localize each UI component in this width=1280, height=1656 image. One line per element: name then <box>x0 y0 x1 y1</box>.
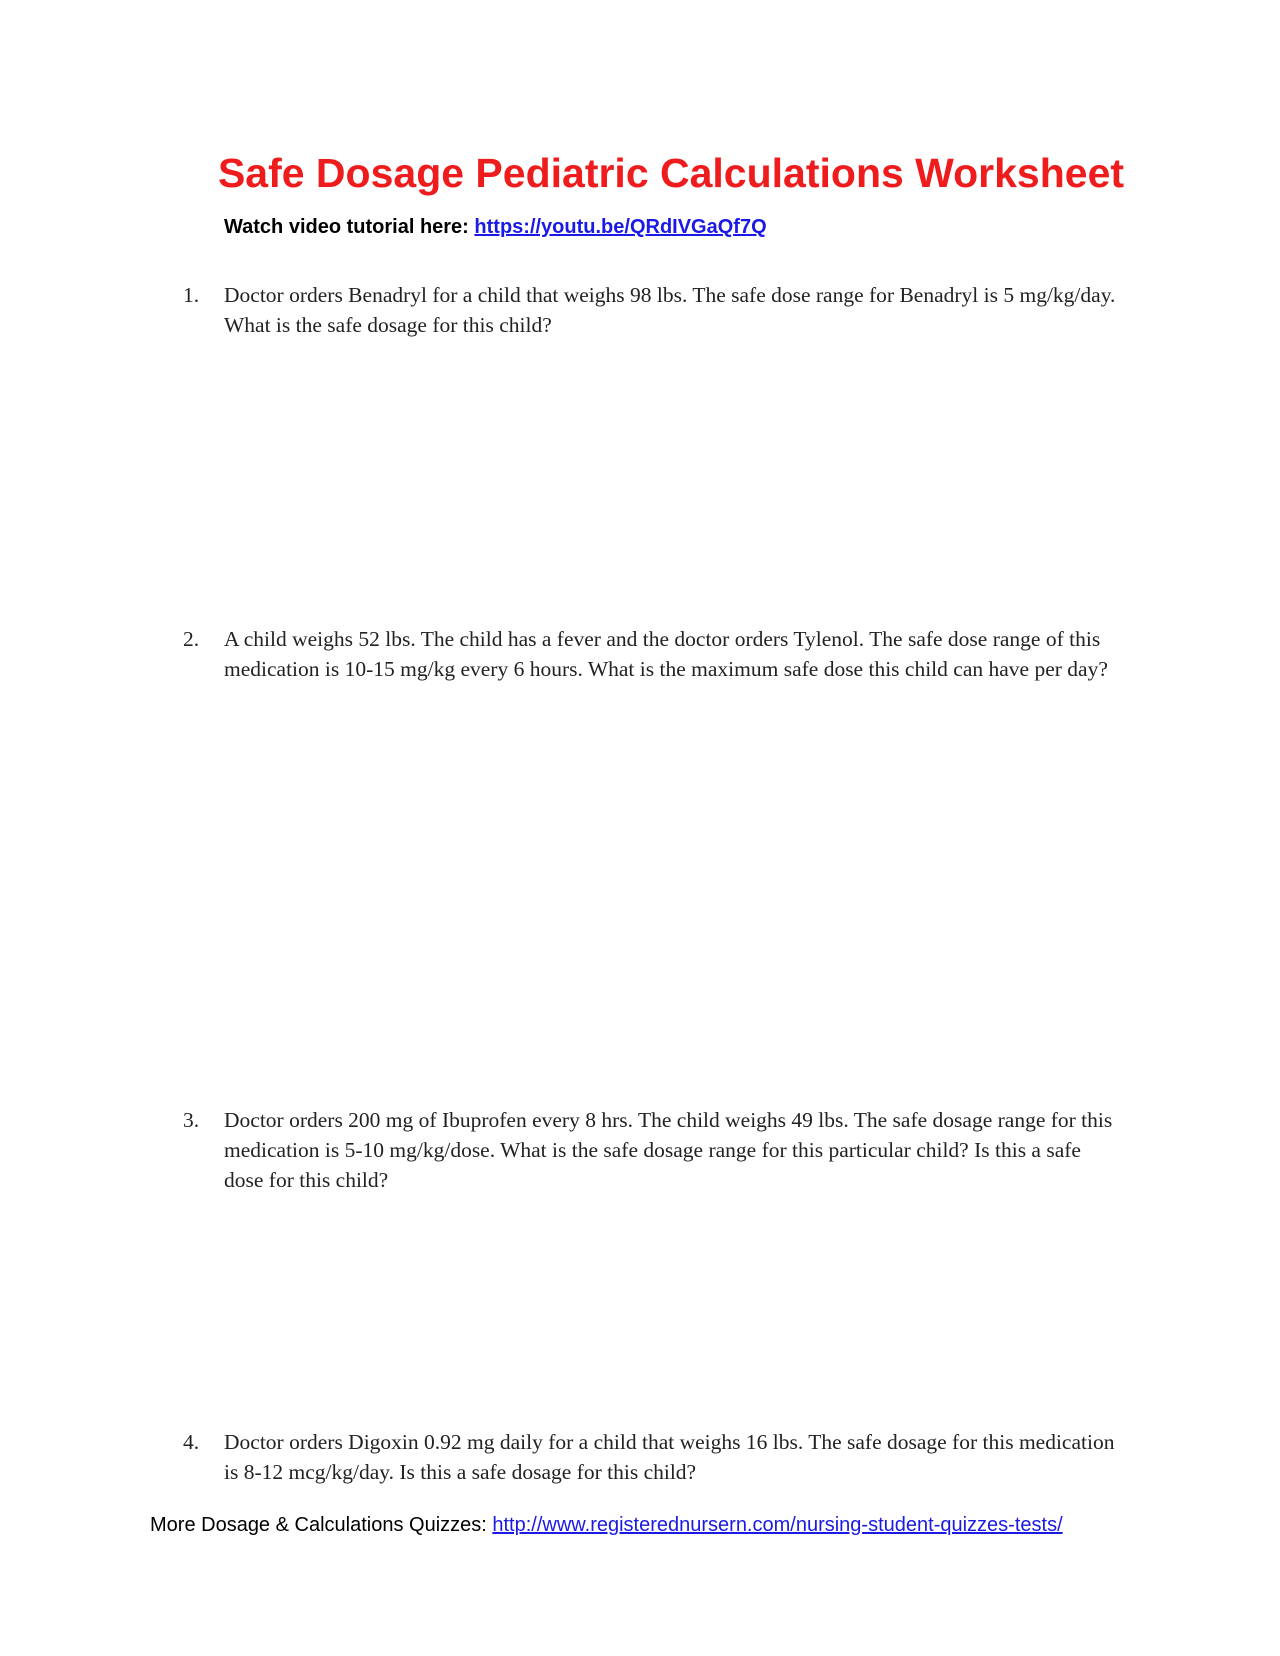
question-4 <box>183 1427 1123 1487</box>
video-tutorial-link[interactable]: https://youtu.be/QRdIVGaQf7Q <box>474 216 767 238</box>
footer-label: More Dosage & Calculations Quizzes: <box>150 1514 493 1536</box>
page-title: Safe Dosage Pediatric Calculations Worksheet <box>217 150 1125 196</box>
question-number: 1. <box>183 283 200 307</box>
question-text: A child weighs 52 lbs. The child has a fever and the doctor orders Tylenol. The safe dose range of this medication is 10-15 mg/kg every 6 hours. What is the maximum safe dose this child can have per day? <box>224 627 1108 681</box>
question-text: Doctor orders 200 mg of Ibuprofen every 8 hrs. The child weighs 49 lbs. The safe dosage range for this medication is 5-10 mg/kg/dose. What is the safe dosage range for this particular child? Is this a safe dose for this child? <box>224 1108 1113 1192</box>
question-number: 4. <box>183 1430 200 1454</box>
footer-line <box>150 1514 1063 1537</box>
question-2 <box>183 624 1123 684</box>
video-tutorial-label: Watch video tutorial here: <box>224 216 475 238</box>
question-number: 3. <box>183 1108 200 1132</box>
footer-link[interactable]: http://www.registerednursern.com/nursing-student-quizzes-tests/ <box>492 1514 1063 1536</box>
question-text: Doctor orders Benadryl for a child that weighs 98 lbs. The safe dose range for Benadryl is 5 mg/kg/day. What is the safe dosage for this child? <box>224 283 1116 337</box>
question-text: Doctor orders Digoxin 0.92 mg daily for a child that weighs 16 lbs. The safe dosage for this medication is 8-12 mcg/kg/day. Is this a safe dosage for this child? <box>224 1430 1115 1484</box>
question-3 <box>183 1105 1123 1195</box>
question-1 <box>183 280 1123 340</box>
video-tutorial-line <box>224 216 767 239</box>
question-number: 2. <box>183 627 200 651</box>
